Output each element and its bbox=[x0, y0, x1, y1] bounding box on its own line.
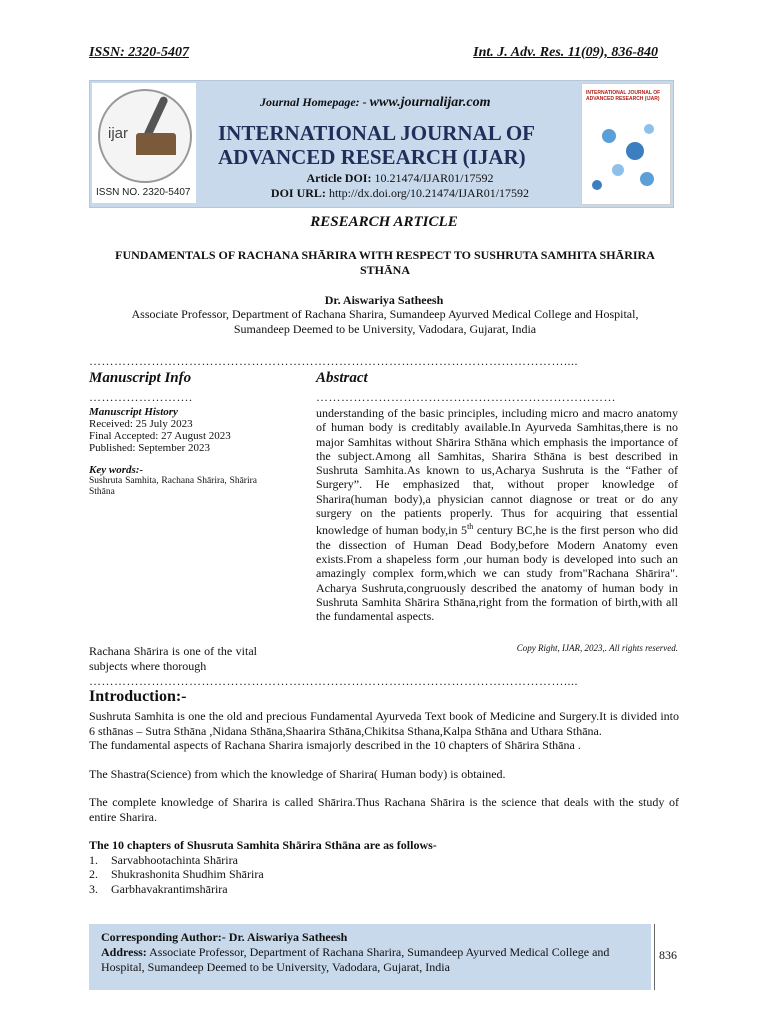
accepted-date: Final Accepted: 27 August 2023 bbox=[89, 430, 231, 442]
abstract-part2: century BC,he is the first person who did the dissection of Human Dead Body,before Modern Anatomy even exists.From a shapeless form ,our human body is developed into such an amazingly complex form,which we can study from"Rachana Shārira". Acharya Sushruta,congruously described the anatomy of human body in Sushruta Samhita Shārira Sthāna,right from the formation of birth,with all the fundamental aspects. bbox=[316, 523, 678, 624]
abstract-text bbox=[316, 406, 678, 623]
introduction-body bbox=[89, 709, 679, 896]
article-type: RESEARCH ARTICLE bbox=[310, 214, 458, 230]
abstract-superscript: th bbox=[467, 522, 474, 532]
homepage-label: Journal Homepage: - bbox=[260, 95, 370, 109]
logo-text: ijar bbox=[108, 125, 129, 142]
address-label: Address: bbox=[101, 945, 147, 959]
doi-label: Article DOI: bbox=[306, 171, 372, 185]
list-item-text: Garbhavakrantimshārira bbox=[111, 881, 228, 896]
corresponding-author-box bbox=[89, 924, 651, 990]
intro-paragraph-3: The Shastra(Science) from which the knowledge of Sharira( Human body) is obtained. bbox=[89, 766, 506, 781]
journal-homepage bbox=[260, 95, 491, 111]
list-item-text: Sarvabhootachinta Shārira bbox=[111, 852, 238, 867]
published-date: Published: September 2023 bbox=[89, 442, 210, 454]
corresponding-author-label: Corresponding Author:- Dr. Aiswariya Satheesh bbox=[101, 930, 348, 944]
journal-name bbox=[218, 121, 568, 169]
list-item bbox=[89, 882, 679, 897]
copyright-notice: Copy Right, IJAR, 2023,. All rights reserved. bbox=[516, 643, 678, 653]
manuscript-history-label: Manuscript History bbox=[89, 406, 178, 418]
doi-url-label: DOI URL: bbox=[270, 186, 326, 200]
list-item-number: 1. bbox=[89, 852, 98, 867]
doi-value: 10.21474/IJAR01/17592 bbox=[374, 171, 494, 185]
doi-url-link[interactable]: http://dx.doi.org/10.21474/IJAR01/17592 bbox=[328, 186, 530, 200]
journal-name-line2: ADVANCED RESEARCH (IJAR) bbox=[218, 145, 526, 169]
citation-header: Int. J. Adv. Res. 11(09), 836-840 bbox=[473, 45, 658, 60]
separator-manuscript: ……………………. bbox=[89, 390, 193, 404]
keywords: Sushruta Samhita, Rachana Shārira, Shārira Sthāna bbox=[89, 476, 257, 497]
journal-cover-thumbnail bbox=[581, 83, 671, 205]
separator-top: …………………………………………………………………………………………………….... bbox=[89, 354, 578, 368]
list-item-text: Shukrashonita Shudhim Shārira bbox=[111, 867, 264, 881]
book-icon bbox=[136, 133, 176, 155]
abstract-part1: understanding of the basic principles, including micro and macro anatomy of human body is creditably available.In Ayurveda Samhitas,there is no major Samhitas without Shārira Sthāna which emphasis the importance of the subject.Among all Samhitas, Sharira Sthāna is best described in Sushruta Samhita.As known to us,Acharya Sushruta is the “Father of Surgery”. He emphasized that, without proper knowledge of Sharira(human body),a physician cannot diagnose or treat or do any surgery on the patients properly. Thus for acquiring that essential knowledge of human body,in 5 bbox=[316, 406, 678, 538]
page-number: 836 bbox=[659, 948, 677, 962]
doi-block bbox=[240, 171, 560, 201]
manuscript-info bbox=[89, 406, 269, 498]
author-name: Dr. Aiswariya Satheesh bbox=[324, 293, 444, 307]
intro-paragraph-4: The complete knowledge of Sharira is called Shārira.Thus Rachana Shārira is the science that deals with the study of entire Sharira. bbox=[89, 795, 679, 824]
list-item bbox=[89, 853, 679, 868]
list-item bbox=[89, 867, 679, 882]
affiliation-line1: Associate Professor, Department of Rachana Sharira, Sumandeep Ayurved Medical College and Hospital, bbox=[131, 307, 639, 321]
chapters-heading: The 10 chapters of Shusruta Samhita Shārira Sthāna are as follows- bbox=[89, 838, 437, 852]
homepage-url-link[interactable]: www.journalijar.com bbox=[369, 95, 491, 110]
journal-banner bbox=[89, 80, 674, 208]
intro-paragraph-1: Sushruta Samhita is one the old and precious Fundamental Ayurveda Text book of Medicine and Surgery.It is divided into 6 sthānas – Sutra Sthāna ,Nidana Sthāna,Shaarira Sthāna,Chikitsa Sthana,Kalpa Sthāna and Uthara Sthāna. bbox=[89, 709, 679, 738]
introduction-heading: Introduction:- bbox=[89, 688, 187, 705]
paper-title: FUNDAMENTALS OF RACHANA SHĀRIRA WITH RESPECT TO SUSHRUTA SAMHITA SHĀRIRA STHĀNA bbox=[115, 248, 655, 277]
journal-logo bbox=[92, 83, 196, 203]
received-date: Received: 25 July 2023 bbox=[89, 418, 193, 430]
intro-paragraph-2: The fundamental aspects of Rachana Sharira ismajorly described in the 10 chapters of Shārira Sthāna . bbox=[89, 738, 581, 752]
affiliation-line2: Sumandeep Deemed to be University, Vadodara, Gujarat, India bbox=[233, 322, 537, 336]
abstract-lead-in: Rachana Shārira is one of the vital subjects where thorough bbox=[89, 644, 257, 673]
chapters-list bbox=[89, 853, 679, 897]
manuscript-info-heading: Manuscript Info bbox=[89, 370, 192, 386]
list-item-number: 3. bbox=[89, 881, 98, 896]
page-number-divider bbox=[654, 924, 655, 990]
logo-issn: ISSN NO. 2320-5407 bbox=[96, 187, 191, 198]
abstract-heading: Abstract bbox=[316, 370, 368, 386]
list-item-number: 2. bbox=[89, 867, 98, 881]
keywords-label: Key words:- bbox=[89, 464, 144, 476]
cover-title: INTERNATIONAL JOURNAL OF ADVANCED RESEARCH (IJAR) bbox=[586, 90, 661, 102]
corresponding-address bbox=[101, 945, 646, 975]
issn-header: ISSN: 2320-5407 bbox=[89, 45, 189, 60]
address-text: Associate Professor, Department of Rachana Sharira, Sumandeep Ayurved Medical College and Hospital, Sumandeep Deemed to be University, Vadodara, Gujarat, India bbox=[101, 945, 610, 974]
author-affiliation bbox=[95, 307, 675, 337]
separator-abstract: ……………………………………………………………… bbox=[316, 390, 616, 404]
journal-name-line1: INTERNATIONAL JOURNAL OF bbox=[218, 121, 535, 145]
separator-bottom: …………………………………………………………………………………………………….... bbox=[89, 674, 578, 688]
